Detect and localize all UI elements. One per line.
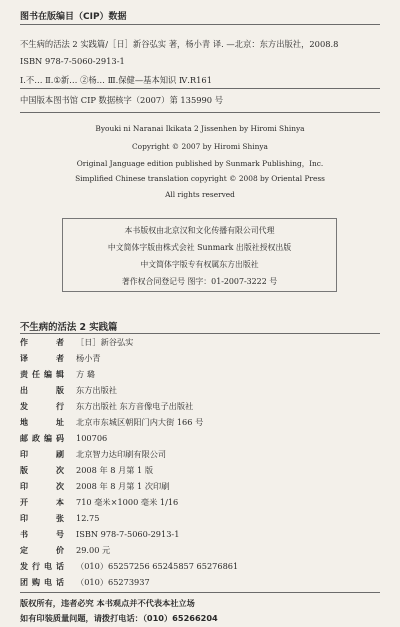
cip-line: 不生病的活法 2 实践篇/［日］新谷弘实 著，杨小青 译. —北京：东方出版社，2008.8 [20,39,339,49]
copyright-line: All rights reserved [165,190,235,199]
detail-value: （010）65273937 [76,577,150,587]
detail-label: 团购电话 [20,578,64,587]
agency-line: 著作权合同登记号 图字：01-2007-3222 号 [121,277,278,286]
detail-label: 发行电话 [20,562,64,571]
copyright-line: Byouki ni Naranai Ikikata 2 Jissenhen by Hiromi Shinya [95,124,305,133]
detail-label: 发行 [20,402,64,411]
copyright-line: Simplified Chinese translation copyright © 2008 by Oriental Press [75,174,325,183]
detail-value: 北京智力达印刷有限公司 [76,449,167,459]
detail-value: 2008 年 8 月第 1 次印刷 [76,481,170,491]
detail-value: 北京市东城区朝阳门内大街 166 号 [76,417,204,427]
detail-label: 书号 [20,530,64,539]
copyright-line: Original Janguage edition published by Sunmark Publishing，Inc. [76,159,324,168]
detail-value: 方 璐 [76,369,95,379]
detail-label: 邮政编码 [20,434,64,443]
agency-line: 中文简体字版专有权属东方出版社 [140,260,259,269]
detail-value: 杨小青 [76,353,101,363]
detail-label: 地址 [20,418,64,427]
detail-label: 印刷 [20,450,64,459]
detail-value: ［日］新谷弘实 [76,337,134,347]
copyright-line: Copyright © 2007 by Hiromi Shinya [132,142,268,151]
detail-label: 责任编辑 [20,370,64,379]
book-title-rule [20,333,380,334]
detail-value: 东方出版社 东方音像电子出版社 [76,401,194,411]
detail-value: 100706 [76,433,108,443]
cip-bottom-rule [20,112,380,113]
agency-line: 中文简体字版由株式会社 Sunmark 出版社授权出版 [107,243,292,252]
detail-value: 东方出版社 [76,385,117,395]
cip-mid-rule [20,88,380,89]
detail-label: 出版 [20,386,64,395]
detail-label: 印张 [20,514,64,523]
detail-label: 版次 [20,466,64,475]
detail-value: 29.00 元 [76,545,111,555]
rights-notice: 版权所有，违者必究 本书观点并不代表本社立场 [20,598,195,608]
detail-label: 定价 [20,546,64,555]
quality-notice: 如有印装质量问题，请拨打电话：（010）65266204 [20,613,218,623]
detail-value: （010）65257256 65245857 65276861 [76,561,239,571]
cip-line: 中国版本图书馆 CIP 数据核字（2007）第 135990 号 [20,95,223,105]
cip-heading: 图书在版编目（CIP）数据 [20,12,127,22]
detail-label: 译者 [20,354,64,363]
agency-box [62,218,337,292]
detail-value: 2008 年 8 月第 1 版 [76,465,154,475]
detail-label: 印次 [20,482,64,491]
detail-label: 作者 [20,338,64,347]
cip-line: Ⅰ.不… Ⅱ.①新… ②杨… Ⅲ.保健—基本知识 Ⅳ.R161 [20,75,212,85]
detail-value: 710 毫米×1000 毫米 1/16 [76,497,179,507]
cip-top-rule [20,24,380,25]
cip-line: ISBN 978-7-5060-2913-1 [20,56,125,66]
detail-value: ISBN 978-7-5060-2913-1 [76,529,180,539]
detail-label: 开本 [20,498,64,507]
agency-line: 本书版权由北京汉和文化传播有限公司代理 [124,226,275,235]
footer-rule [20,592,380,593]
book-title: 不生病的活法 2 实践篇 [20,322,118,333]
detail-value: 12.75 [76,513,100,523]
